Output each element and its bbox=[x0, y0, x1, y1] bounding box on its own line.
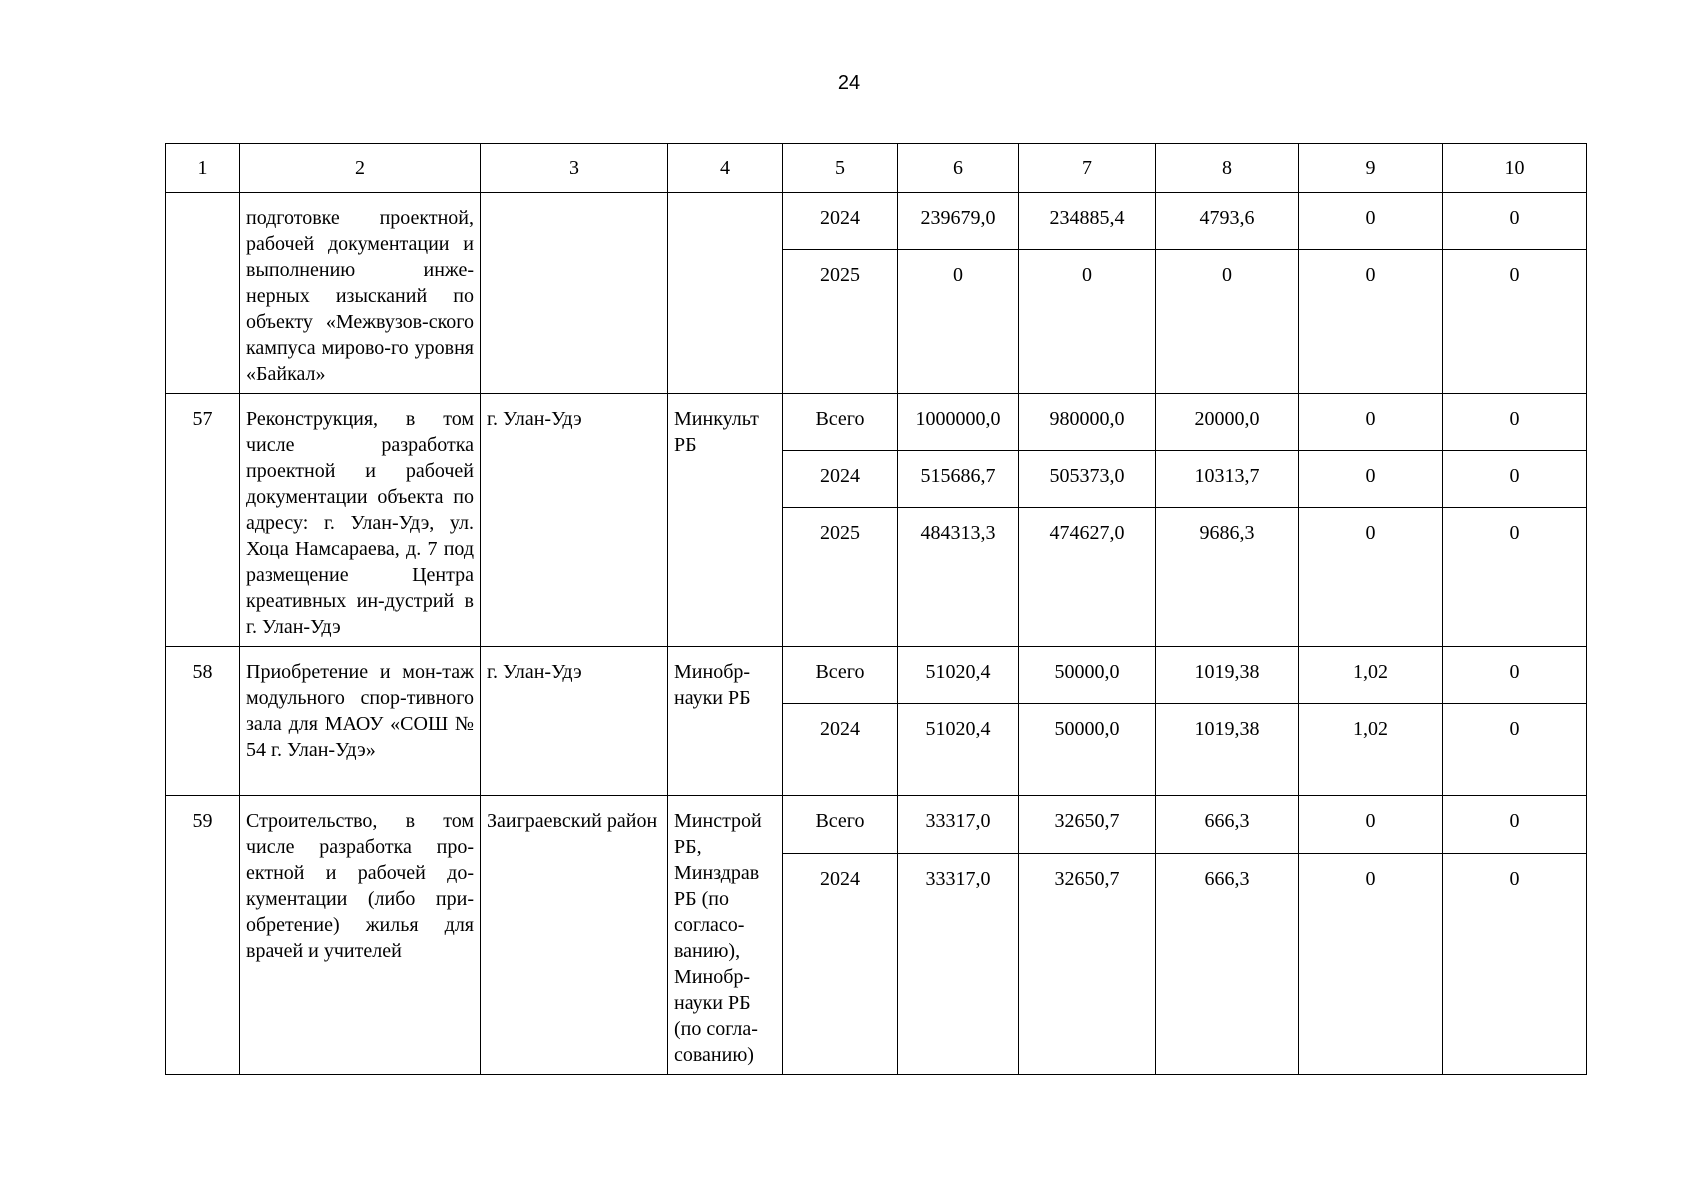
period-cell: Всего bbox=[783, 647, 898, 704]
value-cell: 234885,4 bbox=[1019, 193, 1156, 250]
value-cell: 474627,0 bbox=[1019, 508, 1156, 647]
value-cell: 0 bbox=[1299, 394, 1443, 451]
value-cell: 50000,0 bbox=[1019, 704, 1156, 796]
value-cell: 0 bbox=[1443, 193, 1587, 250]
column-header: 3 bbox=[481, 144, 668, 193]
total-cell: 33317,0 bbox=[898, 853, 1019, 1074]
program-table bbox=[165, 143, 1587, 1075]
item-responsible: Минобр-науки РБ bbox=[668, 647, 783, 796]
total-cell: 0 bbox=[898, 250, 1019, 394]
item-description: Реконструкция, в том числе разработка проектной и рабочей документации объекта по адресу: г. Улан-Удэ, ул. Хоца Намсараева, д. 7 под размещение Центра креативных ин-дустрий в г. Улан-Удэ bbox=[240, 394, 481, 647]
item-number: 57 bbox=[166, 394, 240, 647]
item-location: Заиграевский район bbox=[481, 796, 668, 1075]
item-number bbox=[166, 193, 240, 394]
value-cell: 0 bbox=[1443, 796, 1587, 854]
column-header: 10 bbox=[1443, 144, 1587, 193]
value-cell: 0 bbox=[1443, 704, 1587, 796]
table-row bbox=[166, 647, 1587, 704]
value-cell: 0 bbox=[1443, 250, 1587, 394]
item-location bbox=[481, 193, 668, 394]
value-cell: 0 bbox=[1299, 796, 1443, 854]
column-header: 1 bbox=[166, 144, 240, 193]
period-cell: 2024 bbox=[783, 451, 898, 508]
value-cell: 20000,0 bbox=[1156, 394, 1299, 451]
total-cell: 51020,4 bbox=[898, 704, 1019, 796]
value-cell: 0 bbox=[1443, 508, 1587, 647]
value-cell: 32650,7 bbox=[1019, 796, 1156, 854]
table-row bbox=[166, 796, 1587, 854]
value-cell: 0 bbox=[1299, 250, 1443, 394]
value-cell: 32650,7 bbox=[1019, 853, 1156, 1074]
table-header-row bbox=[166, 144, 1587, 193]
total-cell: 484313,3 bbox=[898, 508, 1019, 647]
total-cell: 515686,7 bbox=[898, 451, 1019, 508]
total-cell: 51020,4 bbox=[898, 647, 1019, 704]
value-cell: 0 bbox=[1443, 451, 1587, 508]
value-cell: 0 bbox=[1443, 647, 1587, 704]
column-header: 8 bbox=[1156, 144, 1299, 193]
value-cell: 0 bbox=[1019, 250, 1156, 394]
value-cell: 4793,6 bbox=[1156, 193, 1299, 250]
value-cell: 10313,7 bbox=[1156, 451, 1299, 508]
column-header: 9 bbox=[1299, 144, 1443, 193]
table-row bbox=[166, 193, 1587, 250]
table-row bbox=[166, 394, 1587, 451]
value-cell: 1019,38 bbox=[1156, 704, 1299, 796]
item-responsible: Минкульт РБ bbox=[668, 394, 783, 647]
value-cell: 666,3 bbox=[1156, 796, 1299, 854]
period-cell: 2024 bbox=[783, 853, 898, 1074]
item-description: подготовке проектной, рабочей документации и выполнению инже-нерных изысканий по объекту «Межвузов-ского кампуса мирово-го уровня «Байкал» bbox=[240, 193, 481, 394]
period-cell: 2025 bbox=[783, 508, 898, 647]
item-location: г. Улан-Удэ bbox=[481, 394, 668, 647]
item-responsible bbox=[668, 193, 783, 394]
value-cell: 0 bbox=[1299, 853, 1443, 1074]
value-cell: 1019,38 bbox=[1156, 647, 1299, 704]
value-cell: 0 bbox=[1156, 250, 1299, 394]
period-cell: Всего bbox=[783, 394, 898, 451]
value-cell: 9686,3 bbox=[1156, 508, 1299, 647]
period-cell: Всего bbox=[783, 796, 898, 854]
item-location: г. Улан-Удэ bbox=[481, 647, 668, 796]
item-responsible: Минстрой РБ, Минздрав РБ (по согласо-ванию), Минобр-науки РБ (по согла-сованию) bbox=[668, 796, 783, 1075]
value-cell: 0 bbox=[1443, 853, 1587, 1074]
column-header: 4 bbox=[668, 144, 783, 193]
period-cell: 2024 bbox=[783, 193, 898, 250]
value-cell: 1,02 bbox=[1299, 647, 1443, 704]
column-header: 5 bbox=[783, 144, 898, 193]
value-cell: 0 bbox=[1299, 508, 1443, 647]
item-number: 59 bbox=[166, 796, 240, 1075]
column-header: 7 bbox=[1019, 144, 1156, 193]
period-cell: 2024 bbox=[783, 704, 898, 796]
page-number: 24 bbox=[837, 72, 861, 94]
value-cell: 1,02 bbox=[1299, 704, 1443, 796]
value-cell: 505373,0 bbox=[1019, 451, 1156, 508]
value-cell: 666,3 bbox=[1156, 853, 1299, 1074]
period-cell: 2025 bbox=[783, 250, 898, 394]
value-cell: 0 bbox=[1443, 394, 1587, 451]
column-header: 2 bbox=[240, 144, 481, 193]
total-cell: 239679,0 bbox=[898, 193, 1019, 250]
value-cell: 0 bbox=[1299, 193, 1443, 250]
total-cell: 1000000,0 bbox=[898, 394, 1019, 451]
column-header: 6 bbox=[898, 144, 1019, 193]
value-cell: 0 bbox=[1299, 451, 1443, 508]
item-description: Строительство, в том числе разработка про-ектной и рабочей до-кументации (либо при-обретение) жилья для врачей и учителей bbox=[240, 796, 481, 1075]
value-cell: 50000,0 bbox=[1019, 647, 1156, 704]
item-description: Приобретение и мон-таж модульного спор-тивного зала для МАОУ «СОШ № 54 г. Улан-Удэ» bbox=[240, 647, 481, 796]
value-cell: 980000,0 bbox=[1019, 394, 1156, 451]
item-number: 58 bbox=[166, 647, 240, 796]
total-cell: 33317,0 bbox=[898, 796, 1019, 854]
